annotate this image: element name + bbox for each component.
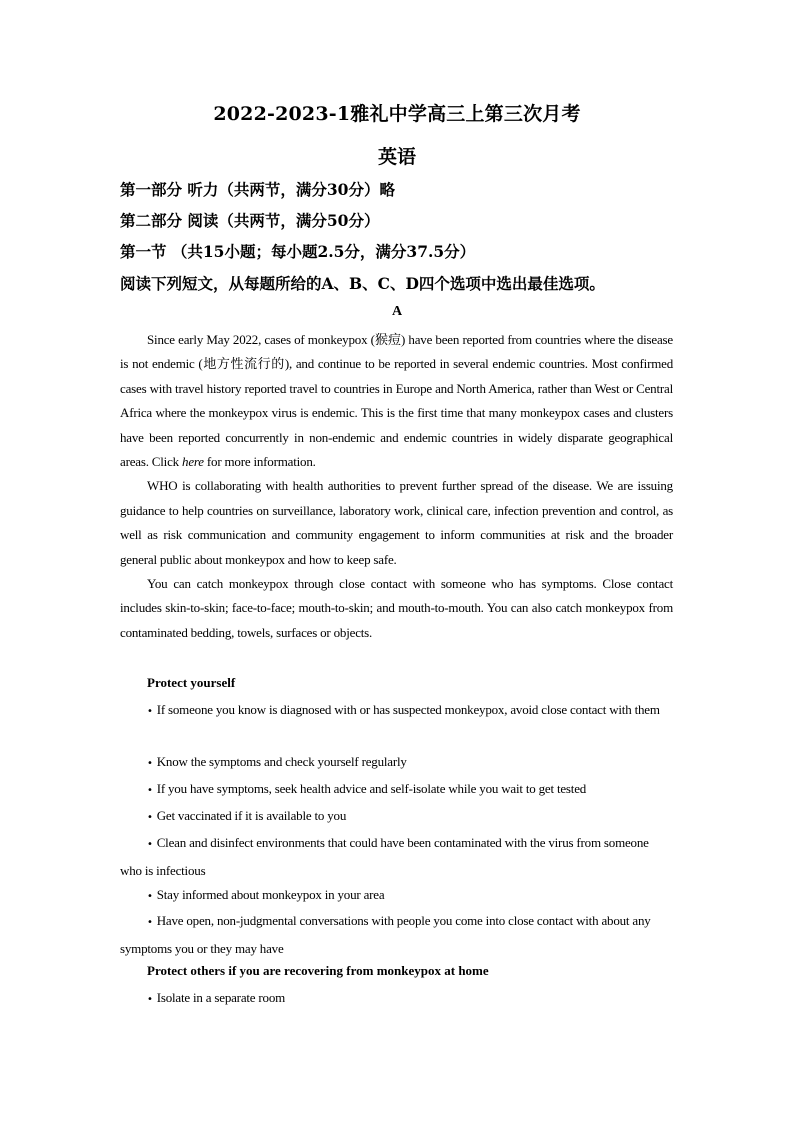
list-item	[120, 985, 673, 1013]
passage-letter: A	[391, 304, 403, 319]
list-item	[120, 697, 673, 725]
bullet-icon: •	[147, 706, 153, 717]
list-item-text: Get vaccinated if it is available to you	[156, 808, 347, 823]
section1-heading: 第一节 （共15小题；每小题2.5分，满分37.5分）	[120, 242, 476, 261]
list-item-text: If you have symptoms, seek health advice and self-isolate while you wait to get tested	[156, 781, 587, 796]
list-item	[120, 830, 673, 884]
bullet-icon: •	[147, 758, 153, 769]
paragraph-3: You can catch monkeypox through close contact with someone who has symptoms. Close contact includes skin-to-skin; face-to-face; mouth-to-skin; and mouth-to-mouth. You can also catch monkeypox from contaminated bedding, towels, surfaces or objects.	[120, 576, 673, 640]
list-item-text: If someone you know is diagnosed with or has suspected monkeypox, avoid close contact with them	[156, 702, 660, 717]
bullet-icon: •	[147, 891, 153, 902]
list-item	[120, 803, 673, 831]
instruction-text: 阅读下列短文，从每题所给的A、B、C、D四个选项中选出最佳选项。	[120, 274, 605, 293]
here-link[interactable]: here	[182, 454, 204, 470]
bullet-icon: •	[147, 785, 153, 796]
part2-heading: 第二部分 阅读（共两节，满分50分）	[120, 211, 380, 230]
list-item	[120, 908, 673, 962]
exam-title: 2022-2023-1雅礼中学高三上第三次月考	[213, 103, 581, 125]
bullet-icon: •	[147, 839, 153, 850]
bullet-icon: •	[147, 917, 153, 928]
protect-others-heading: Protect others if you are recovering from monkeypox at home	[147, 963, 489, 978]
list-item	[120, 776, 673, 804]
bullet-icon: •	[147, 994, 153, 1005]
list-item-text: Stay informed about monkeypox in your area	[156, 887, 385, 902]
part1-heading: 第一部分 听力（共两节，满分30分）略	[120, 180, 395, 199]
list-item	[120, 882, 673, 910]
list-item-text: Isolate in a separate room	[156, 990, 286, 1005]
paragraph-1	[120, 328, 673, 474]
list-item-text: Have open, non-judgmental conversations with people you come into close contact with about any symptoms you or they may have	[120, 913, 651, 956]
protect-yourself-heading: Protect yourself	[147, 675, 236, 690]
paragraph-1-tail: for more information.	[203, 454, 316, 470]
paragraph-2: WHO is collaborating with health authorities to prevent further spread of the disease. We are issuing guidance to help countries on surveillance, laboratory work, clinical care, infection prevention and control, as well as risk communication and community engagement to inform communities at risk and the broader general public about monkeypox and how to keep safe.	[120, 478, 673, 567]
list-item-text: Know the symptoms and check yourself regularly	[156, 754, 407, 769]
list-item-text: Clean and disinfect environments that could have been contaminated with the virus from someone who is infectious	[120, 835, 649, 878]
list-item	[120, 749, 673, 777]
bullet-icon: •	[147, 812, 153, 823]
paragraph-1-text: Since early May 2022, cases of monkeypox (猴痘) have been reported from countries where the disease is not endemic (地方性流行的), and continue to be reported in several endemic countries. Most confirmed cases with travel history reported travel to countries in Europe and North America, rather than West or Central Africa where the monkeypox virus is endemic. This is the first time that many monkeypox cases and clusters have been reported concurrently in non-endemic and endemic countries in widely disparate geographical areas. Click	[120, 332, 673, 470]
exam-subject: 英语	[377, 146, 416, 168]
passage-body	[120, 328, 673, 645]
